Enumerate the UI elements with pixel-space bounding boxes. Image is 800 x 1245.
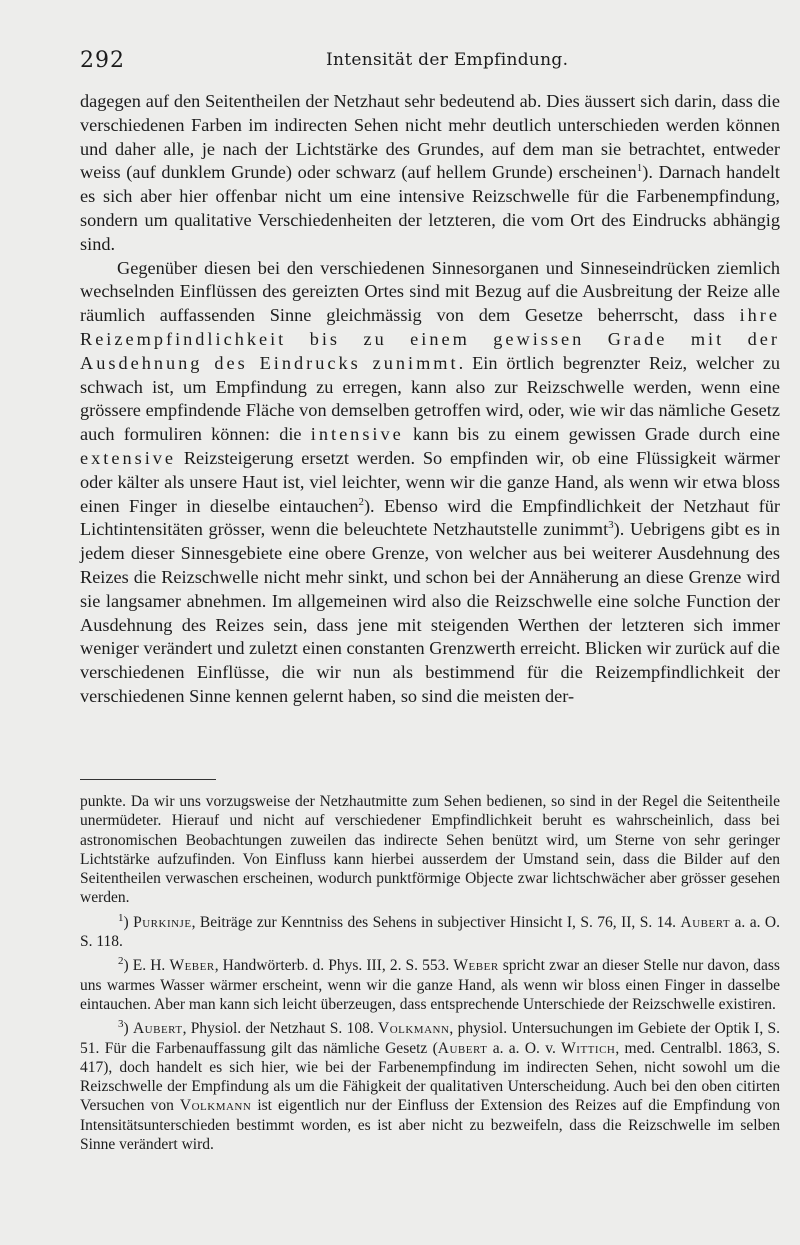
footnotes <box>80 792 780 1159</box>
footnote-2-text-a: , Handwörterb. d. Phys. III, 2. S. 553. <box>214 957 454 975</box>
author-name: Aubert <box>680 913 731 931</box>
author-name: Volkmann <box>179 1097 252 1115</box>
main-text <box>80 90 780 709</box>
author-name: Aubert <box>437 1039 488 1057</box>
paragraph-1-end: ). Darnach handelt es sich aber hier offenbar nicht um eine intensive Reizschwelle für die Farbenempfindung, sondern um qualitative Verschiedenheiten der letzteren, die vom Ort des Eindrucks abhängig sind. <box>80 162 780 254</box>
paragraph-2 <box>80 257 780 709</box>
footnote-3-text-d: , med. Centralbl. 1863, S. 417), doch handelt es sich hier, wie bei der Farbenempfindung im indirecten Sehen, nicht sowohl um die Reizschwelle der Empfindung als um die Fähigkeit der qualitativen Unterscheidung. Auch bei den oben citirten Versuchen von <box>80 1039 780 1115</box>
spaced-word-intensive: intensive <box>310 424 404 445</box>
footnote-2-mark: 2 <box>118 955 124 968</box>
footnote-3-mark: 3 <box>118 1018 124 1031</box>
author-name: Weber <box>453 957 499 975</box>
footnote-1: $^1$) Purkinje, Beiträge zur Kenntniss des Sehens in subjectiver Hinsicht I, S. 76, II, S. 14. Aubert a. a. O. S. 118. <box>80 911 780 951</box>
paragraph-2-text-f: ). Uebrigens gibt es in jedem dieser Sinnesgebiete eine obere Grenze, von welcher aus bei weiterer Ausdehnung des Reizes die Reizschwelle nicht mehr sinkt, und schon bei der Annäherung an diese Grenze wird sie langsamer abnehmen. Im allgemeinen wird also die Reizschwelle eine solche Function der Ausdehnung des Reizes sein, dass jene mit steigenden Werthen der letzteren sich immer weniger verändert und zuletzt einen constanten Grenzwerth erreicht. Blicken wir zurück auf die verschiedenen Einflüsse, die wir nun als bestimmend für die Reizempfindlichkeit der verschiedenen Sinne kennen gelernt haben, so sind die meisten der- <box>80 519 780 706</box>
footnote-ref-2[interactable]: 2 <box>358 495 364 508</box>
author-name: Aubert <box>132 1020 183 1038</box>
footnote-3-text-e: ist eigentlich nur der Einfluss der Extension des Reizes auf die Empfindung von Intensitätsunterschieden bestimmt worden, es ist aber nicht zu bezweifeln, dass die Reizschwelle im selben Sinne verändert wird. <box>80 1097 781 1154</box>
page-number: 292 <box>80 48 125 73</box>
footnote-ref-1[interactable]: 1 <box>636 162 643 175</box>
footnote-3: $^3$) Aubert, Physiol. der Netzhaut S. 108. Volkmann, physiol. Untersuchungen im Gebiete der Optik I, S. 51. Für die Farbenauffassung gilt das nämliche Gesetz (Aubert a. a. O. v. Wittich, med. Centralbl. 1863, S. 417), doch handelt es sich hier, wie bei der Farbenempfindung im indirecten Sehen, nicht sowohl um die Reizschwelle der Empfindung als um die Fähigkeit der qualitativen Unterscheidung. Auch bei den oben citirten Versuchen von Volkmann ist eigentlich nur der Einfluss der Extension des Reizes auf die Empfindung von Intensitätsunterschieden bestimmt worden, es ist aber nicht zu bezweifeln, dass die Reizschwelle im selben Sinne verändert wird. <box>80 1018 781 1154</box>
footnote-2-prefix: E. H. <box>132 957 170 975</box>
footnote-1-text-b: a. a. O. S. 118. <box>80 913 780 951</box>
spaced-law-statement: ihre Reizempfindlichkeit bis zu einem gewissen Grade mit der Ausdehnung des Eindrucks zunimmt <box>80 305 780 373</box>
paragraph-1-text: dagegen auf den Seitentheilen der Netzhaut sehr bedeutend ab. Dies äussert sich darin, dass die verschiedenen Farben im indirecten Sehen nicht mehr deutlich unterschieden werden können und daher alle, je nach der Lichtstärke des Grundes, auf dem man sie betrachtet, entweder weiss (auf dunklem Grunde) oder schwarz (auf hellem Grunde) erscheinen <box>80 91 780 183</box>
running-head: Intensität der Empfindung. <box>326 50 569 70</box>
paragraph-2-text-b: . Ein örtlich begrenzter Reiz, welcher zu schwach ist, um Empfindung zu erregen, kann also zur Reizschwelle werden, wenn eine grössere empfindende Fläche von demselben getroffen wird, oder, wie wir das nämliche Gesetz auch formuliren können: die <box>80 352 780 445</box>
footnote-3-text-a: , Physiol. der Netzhaut S. 108. <box>182 1020 378 1038</box>
author-name: Wittich <box>561 1039 616 1057</box>
paragraph-2-text-a: Gegenüber diesen bei den verschiedenen Sinnesorganen und Sinneseindrücken ziemlich wechselnden Einflüssen des gereizten Ortes sind mit Bezug auf die Ausbreitung der Reize alle räumlich auffassenden Sinne gleichmässig von dem Gesetze beherrscht, dass <box>80 257 780 326</box>
paragraph-2-text-d: Reizsteigerung ersetzt werden. So empfinden wir, ob eine Flüssigkeit wärmer oder kälter als unsere Haut ist, viel leichter, wenn wir die ganze Hand, als wenn wir etwa bloss einen Finger in dieselbe eintauchen <box>80 447 780 516</box>
footnote-1-text-a: , Beiträge zur Kenntniss des Sehens in subjectiver Hinsicht I, S. 76, II, S. 14. <box>191 913 681 931</box>
footnote-1-mark: 1 <box>118 911 124 924</box>
spaced-word-extensive: extensive <box>80 447 177 468</box>
footnote-3-text-b: , physiol. Untersuchungen im Gebiete der Optik I, S. 51. Für die Farbenauffassung gilt das nämliche Gesetz ( <box>80 1020 780 1057</box>
footnote-2: $^2$) E. H. Weber, Handwörterb. d. Phys. III, 2. S. 553. Weber spricht zwar an dieser Stelle nur davon, dass uns warmes Wasser wärmer erscheint, wenn wir die ganze Hand, als wenn wir bloss einen Finger in dasselbe eintauchen. Aber man kann sich leicht überzeugen, dass entsprechende Unterschiede der Reizschwelle existiren. <box>80 955 780 1013</box>
page-header <box>80 48 770 78</box>
paragraph-2-text-e: ). Ebenso wird die Empfindlichkeit der Netzhaut für Lichtintensitäten grösser, wenn die beleuchtete Netzhautstelle zunimmt <box>80 495 780 540</box>
footnote-2-text-b: spricht zwar an dieser Stelle nur davon, dass uns warmes Wasser wärmer erscheint, wenn wir die ganze Hand, als wenn wir bloss einen Finger in dasselbe eintauchen. Aber man kann sich leicht überzeugen, dass entsprechende Unterschiede der Reizschwelle existiren. <box>80 957 780 1013</box>
footnote-ref-3[interactable]: 3 <box>608 519 614 532</box>
paragraph-2-text-c: kann bis zu einem gewissen Grade durch eine <box>403 424 781 445</box>
author-name: Purkinje <box>133 913 192 931</box>
paragraph-1 <box>80 90 780 257</box>
author-name: Volkmann <box>378 1020 450 1038</box>
author-name: Weber <box>169 957 215 975</box>
footnote-divider <box>80 779 216 780</box>
footnote-3-text-c: a. a. O. v. <box>487 1039 562 1057</box>
footnote-continuation: punkte. Da wir uns vorzugsweise der Netzhautmitte zum Sehen bedienen, so sind in der Regel die Seitentheile unermüdeter. Hierauf und nicht auf verschiedener Empfindlichkeit beruht es wahrscheinlich, dass bei astronomischen Beobachtungen zuweilen das indirecte Sehen benützt wird, um Sterne von sehr geringer Lichtstärke aufzufinden. Von Einfluss kann hierbei ausserdem der Umstand sein, dass die Bilder auf den Seitentheilen verwaschen erscheinen, wodurch punktförmige Objecte zwar lichtschwächer aber grösser gesehen werden. <box>80 793 780 907</box>
